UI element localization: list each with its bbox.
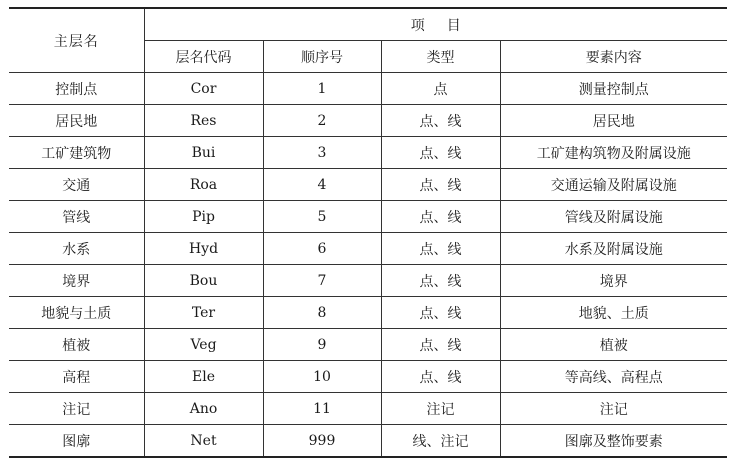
cell-type: 点、线 — [381, 329, 500, 361]
cell-content: 植被 — [500, 329, 727, 361]
table-row — [9, 73, 727, 105]
cell-content: 地貌、土质 — [500, 297, 727, 329]
cell-order: 9 — [263, 329, 381, 361]
cell-order: 5 — [263, 201, 381, 233]
cell-content: 水系及附属设施 — [500, 233, 727, 265]
cell-type: 注记 — [381, 393, 500, 425]
cell-code: Ano — [144, 393, 263, 425]
cell-code: Cor — [144, 73, 263, 105]
cell-type: 点、线 — [381, 137, 500, 169]
header-main-name: 主层名 — [9, 8, 144, 73]
cell-name: 图廓 — [62, 433, 91, 450]
cell-type: 点 — [381, 73, 500, 105]
cell-type: 点、线 — [381, 297, 500, 329]
header-col-type: 类型 — [381, 41, 500, 73]
cell-content: 居民地 — [500, 105, 727, 137]
header-col-code: 层名代码 — [144, 41, 263, 73]
header-group-label: 项目 — [410, 17, 483, 34]
cell-content: 境界 — [500, 265, 727, 297]
cell-order: 2 — [263, 105, 381, 137]
cell-type: 点、线 — [381, 201, 500, 233]
cell-code: Bui — [144, 137, 263, 169]
cell-name: 境界 — [9, 265, 144, 297]
cell-name: 植被 — [9, 329, 144, 361]
cell-code: Hyd — [144, 233, 263, 265]
cell-name: 管线 — [9, 201, 144, 233]
table-row — [9, 169, 727, 201]
cell-order: 6 — [263, 233, 381, 265]
table-row — [9, 233, 727, 265]
table-row — [9, 361, 727, 393]
cell-content: 管线及附属设施 — [500, 201, 727, 233]
table-row — [9, 137, 727, 169]
header-group — [144, 8, 727, 41]
cell-content: 注记 — [500, 393, 727, 425]
table-row — [9, 297, 727, 329]
cell-code: Pip — [144, 201, 263, 233]
cell-content: 交通运输及附属设施 — [500, 169, 727, 201]
cell-code: Ele — [144, 361, 263, 393]
table-row — [9, 265, 727, 297]
table-row — [9, 329, 727, 361]
table-row — [9, 425, 727, 458]
cell-name: 水系 — [9, 233, 144, 265]
cell-type: 点、线 — [381, 105, 500, 137]
cell-name: 注记 — [9, 393, 144, 425]
cell-order: 10 — [263, 361, 381, 393]
cell-type: 点、线 — [381, 265, 500, 297]
cell-content: 图廓及整饰要素 — [500, 425, 727, 458]
cell-type: 点、线 — [381, 169, 500, 201]
cell-type: 点、线 — [381, 233, 500, 265]
header-row-group — [9, 8, 727, 41]
cell-name: 交通 — [9, 169, 144, 201]
cell-name: 控制点 — [9, 73, 144, 105]
cell-code: Bou — [144, 265, 263, 297]
cell-code: Roa — [144, 169, 263, 201]
cell-name: 居民地 — [9, 105, 144, 137]
header-col-order: 顺序号 — [263, 41, 381, 73]
cell-order: 3 — [263, 137, 381, 169]
cell-code: Net — [144, 425, 263, 458]
cell-name: 地貌与土质 — [9, 297, 144, 329]
cell-type: 线、注记 — [381, 425, 500, 458]
cell-code: Veg — [144, 329, 263, 361]
cell-order: 7 — [263, 265, 381, 297]
cell-content: 工矿建构筑物及附属设施 — [500, 137, 727, 169]
header-col-content: 要素内容 — [500, 41, 727, 73]
cell-content: 测量控制点 — [500, 73, 727, 105]
table-row — [9, 105, 727, 137]
cell-content: 等高线、高程点 — [500, 361, 727, 393]
table-row — [9, 393, 727, 425]
cell-order: 999 — [263, 425, 381, 458]
cell-code: Ter — [144, 297, 263, 329]
cell-order: 11 — [263, 393, 381, 425]
cell-type: 点、线 — [381, 361, 500, 393]
cell-order: 4 — [263, 169, 381, 201]
table-row — [9, 201, 727, 233]
cell-name: 工矿建筑物 — [9, 137, 144, 169]
cell-order: 1 — [263, 73, 381, 105]
cell-name: 高程 — [9, 361, 144, 393]
cell-order: 8 — [263, 297, 381, 329]
cell-code: Res — [144, 105, 263, 137]
layer-table — [9, 7, 727, 458]
